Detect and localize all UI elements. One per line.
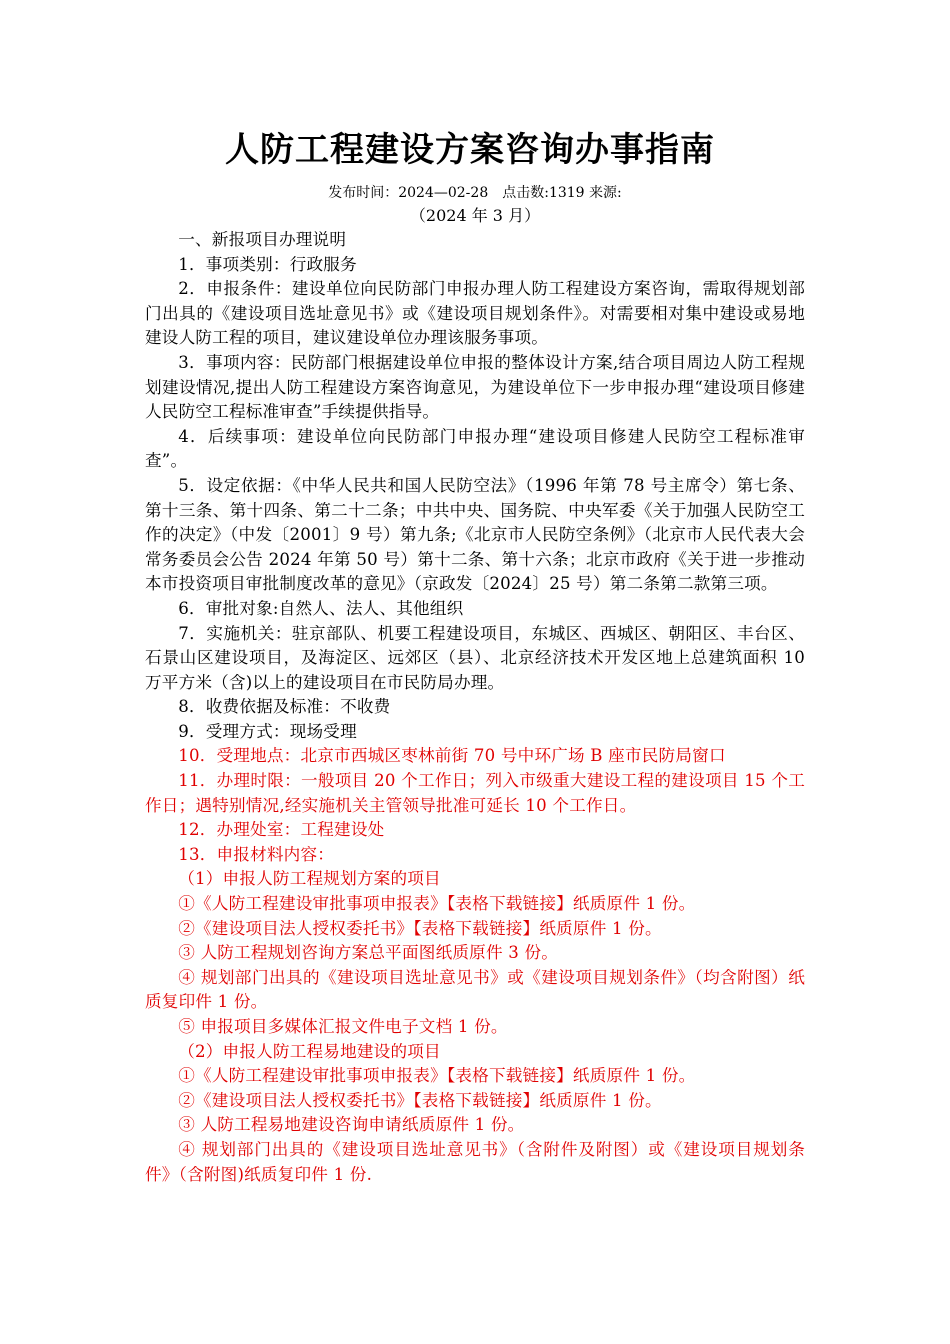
paragraph: 1．事项类别：行政服务 — [178, 254, 357, 274]
paragraph-highlight: ③ 人防工程易地建设咨询申请纸质原件 1 份。 — [178, 1115, 525, 1135]
paragraph-highlight: （1）申报人防工程规划方案的项目 — [178, 869, 441, 889]
paragraph-highlight: 13．申报材料内容： — [178, 844, 335, 864]
publish-meta: 发布时间：2024—02-28 点击数:1319 来源: — [328, 185, 622, 201]
paragraph: 9．受理方式：现场受理 — [178, 721, 357, 741]
paragraph-highlight: ①《人防工程建设审批事项申报表》【表格下载链接】纸质原件 1 份。 — [178, 1066, 696, 1086]
document-page — [145, 118, 805, 1187]
paragraph: 2．申报条件：建设单位向民防部门申报办理人防工程建设方案咨询，需取得规划部门出具的《建设项目选址意见书》或《建设项目规划条件》。对需要相对集中建设或易地建设人防工程的项目，建议建设单位办理该服务事项。 — [145, 279, 805, 348]
paragraph-highlight: ⑤ 申报项目多媒体汇报文件电子文档 1 份。 — [178, 1017, 508, 1036]
paragraph: 一、新报项目办理说明 — [178, 230, 347, 249]
paragraph: 7．实施机关：驻京部队、机要工程建设项目，东城区、西城区、朝阳区、丰台区、石景山区建设项目，及海淀区、远郊区（县）、北京经济技术开发区地上总建筑面积 10 万平方米（含)以上的建设项目在市民防局办理。 — [145, 623, 805, 692]
document-title: 人防工程建设方案咨询办事指南 — [225, 130, 715, 170]
paragraph: 3．事项内容：民防部门根据建设单位申报的整体设计方案,结合项目周边人防工程规划建设情况,提出人防工程建设方案咨询意见，为建设单位下一步申报办理“建设项目修建人民防空工程标准审查”手续提供指导。 — [145, 352, 805, 422]
paragraph-highlight: ④ 规划部门出具的《建设项目选址意见书》（含附件及附图）或《建设项目规划条件》（含附图)纸质复印件 1 份. — [145, 1139, 805, 1184]
paragraph-highlight: ②《建设项目法人授权委托书》【表格下载链接】纸质原件 1 份。 — [178, 1090, 662, 1110]
paragraph-highlight: 10．受理地点：北京市西城区枣林前街 70 号中环广场 B 座市民防局窗口 — [178, 746, 726, 766]
paragraph: 8．收费依据及标准：不收费 — [178, 697, 391, 717]
paragraph: 6．审批对象:自然人、法人、其他组织 — [178, 598, 464, 618]
document-date: （2024 年 3 月） — [409, 206, 541, 225]
paragraph-highlight: ③ 人防工程规划咨询方案总平面图纸质原件 3 份。 — [178, 943, 559, 963]
paragraph-highlight: ①《人防工程建设审批事项申报表》【表格下载链接】纸质原件 1 份。 — [178, 894, 696, 914]
paragraph: 5．设定依据：《中华人民共和国人民防空法》（1996 年第 78 号主席令）第七条、第十三条、第十四条、第二十二条；中共中央、国务院、中央军委《关于加强人民防空工作的决定》（中发〔2001〕9 号）第九条;《北京市人民防空条例》（北京市人民代表大会常务委员会公告 2024 年第 50 号）第十二条、第十六条；北京市政府《关于进一步推动本市投资项目审批制度改革的意见》（京政发〔2024〕25 号）第二条第二款第三项。 — [145, 475, 805, 594]
paragraph-highlight: 11．办理时限：一般项目 20 个工作日；列入市级重大建设工程的建设项目 15 个工作日；遇特别情况,经实施机关主管领导批准可延长 10 个工作日。 — [145, 771, 805, 815]
paragraph-highlight: ②《建设项目法人授权委托书》【表格下载链接】纸质原件 1 份。 — [178, 918, 662, 938]
paragraph-highlight: （2）申报人防工程易地建设的项目 — [178, 1041, 441, 1061]
paragraph-highlight: 12．办理处室：工程建设处 — [178, 820, 385, 840]
paragraph: 4．后续事项：建设单位向民防部门申报办理“建设项目修建人民防空工程标准审查”。 — [145, 426, 805, 471]
paragraph-highlight: ④ 规划部门出具的《建设项目选址意见书》或《建设项目规划条件》（均含附图）纸质复印件 1 份。 — [145, 967, 805, 1012]
